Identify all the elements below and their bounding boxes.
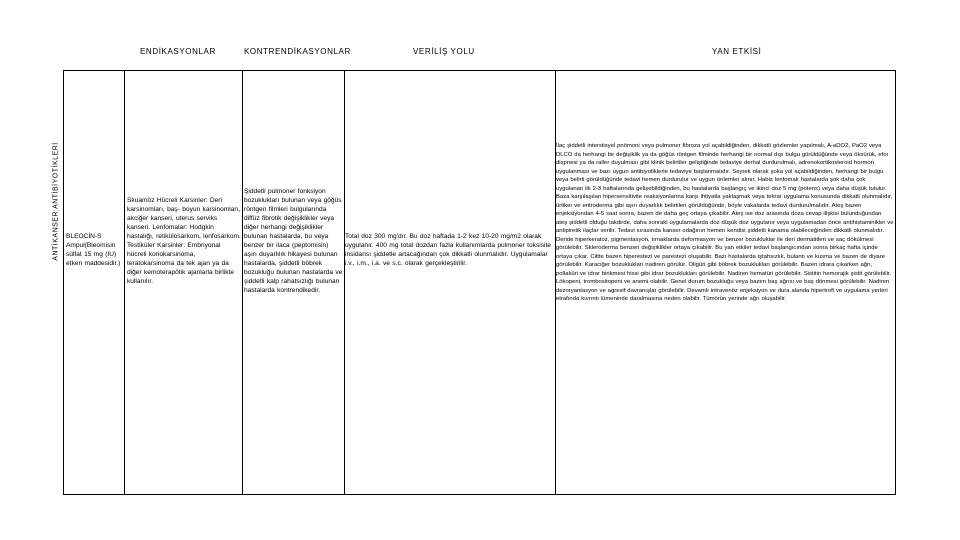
column-divider [63, 70, 64, 495]
verilis-yolu-cell: Total doz 300 mg'dır. Bu doz haftada 1-2 kez 10-20 mg/m2 olarak uygulanır. 400 mg total dozdan fazla kullanımlarda pulmoner toksisite insidansı şiddetle artacağından çok dikkatli olunmalıdır. Uygulamalar i.v., i.m., i.a. ve s.c. olarak gerçekleştirilir. [345, 233, 551, 267]
table-bottom-border [63, 494, 895, 495]
column-divider [895, 70, 896, 495]
side-label-text: ANTİKANSER ANTİBİYOTİKLERİ [52, 142, 60, 261]
header-kontrendikasyonlar: KONTRENDİKASYONLAR [244, 47, 351, 56]
header-yan-etkisi: YAN ETKİSİ [712, 47, 762, 56]
drug-name-cell: BLEOCİN-S Ampul(Bleomisin sülfat 15 mg (IU) etken maddesidir.) [66, 233, 121, 267]
yan-etkisi-cell: İlaç şiddetli interstisyel pnömoni veya pulmoner fibroza yol açabildiğinden, dikkatli gözlemler yapılmalı, A-aDO2, PaO2 veya DLCO da herhangi bir değişiklik ya da göğüs röntgen filminde herhangi bir normal dışı bulgu görüldüğünde veya öksürük, efor dispnesi ya da raller duyulması gibi klinik belirtiler geliştiğinde tedaviye derhal durdurulmalı, adrenokortikosteroid hormon uygulanması ve bazı uygun antibiyotiklerle tedaviye başlanmalıdır. Seyrek olarak şoka yol açabildiğinden, herhangi bir bulgu veya belirti görüldüğünde tedavi hemen durdurulur ve uygun önlemler alınır. Habis lenfomalı hastalarda şok daha çok uygulanan ilk 2-3 haftalarında gelişebildiğinden, bu hastalarda başlangıç ve ikinci doz 5 mg (potens) veya daha düşük tutulur. Baza karşılaşılan hipersensitivite reaksiyonlarına karşı ihtiyatla yaklaşmak veya tekrar uygulama konusunda dikkatli olunmalıdır, ürtiker ve eritroderma gibi aşırı duyarlılık belirtileri görüldüğünde, böyle vakalarda tedavi durdurulmalıdır. Ateş bazen enjeksiyondan 4-5 saat sonra, bazen de daha geç ortaya çıkabilir. Ateş ise doz arasında doza cevap ilişkisi bulunduğundan ateş şiddetli olduğu takdirde, daha sonraki uygulamalarda doz düşük doz uygulanır veya uygulamadan önce antihistaminikler ve antipiretik ilaçlar verilir. Tedavi sırasında kanser odağının hemen kendisi şiddetli kanama olabileceğinden dikkatli olunmalıdır. Deride hiperkeratoz, pigmentasyon, tırnaklarda deformasyon ve benzer bozukluklar ile deri dermatitleri ve saç dökülmesi görülebilir. Skleroderma benzeri değişiklikler ortaya çıkabilir. Bu yan etkiler tedavi başlangıcından sonra birkaç hafta içinde ortaya çıkar. Ciltte bazen hiperestezi ve parestezi oluşabilir. Bazı hastalarda iştahsızlık, bulantı ve kusma ve bazen de diyare görülebilir. Karaciğer bozuklukları nadiren görülür. Oligüri gibi böbrek bozuklukları görülebilir. Bazen idrara çıkarken ağrı, pollaküri ve idrar birikmesi hissi gibi idrar bozuklukları görülebilir. Nadiren hematüri görülebilir. Sistitin hemorajik şistit görülebilir. Lökopeni, trombositopeni ve anemi olabilir. Genel durum bozukluğu veya bazen baş ağrısı ve baş dönmesi görülebilir. Nadiren dezoryantasyon ve agresif davranışlar görülebilir. Devamlı intravenöz enjeksiyon ve dura alanda hipertrofi ve uygulama yerleri etrafında kıvrıntı lümeninde daralmasına neden olabilir. Tümörün yerinde ağrı oluşabilir. [556, 143, 894, 302]
column-divider [242, 70, 243, 495]
column-divider [344, 70, 345, 495]
table-top-border [63, 70, 895, 71]
endikasyonlar-cell: Skuamöz Hücreli Karsinler: Deri karsinomları, baş- boyun karsinomları, akciğer kanseri, uterus serviks kanseri. Lenfomalar: Hodgkin hastalığı, retikülosarkom, lenfosarkom. Testiküler Karsinler: Embriyonal hücreli koriokarsinoma, teratokarsinoma da tek ajan ya da diğer kemoterapötik ajanlarla birlikte kullanılır. [127, 197, 241, 285]
header-verilis-yolu: VERİLİŞ YOLU [413, 47, 475, 56]
kontrendikasyonlar-cell: Şiddetli pulmoner fonksiyon bozuklukları bulunan veya göğüs röntgen filmleri bulgularında diffüz fibrotik değişiklikler veya diğer herhangi değişiklikler bulunan hastalarda, bu veya benzer bir ilaca (peptomisin) aşırı duyarlılık hikayesi bulunan hastalarda, şiddetli böbrek bozukluğu bulunan hastalarda ve şiddetli kalp rahatsızlığı bulunan hastalarda kontrendikedir. [244, 188, 343, 294]
header-endikasyonlar: ENDİKASYONLAR [140, 47, 216, 56]
column-divider [124, 70, 125, 495]
